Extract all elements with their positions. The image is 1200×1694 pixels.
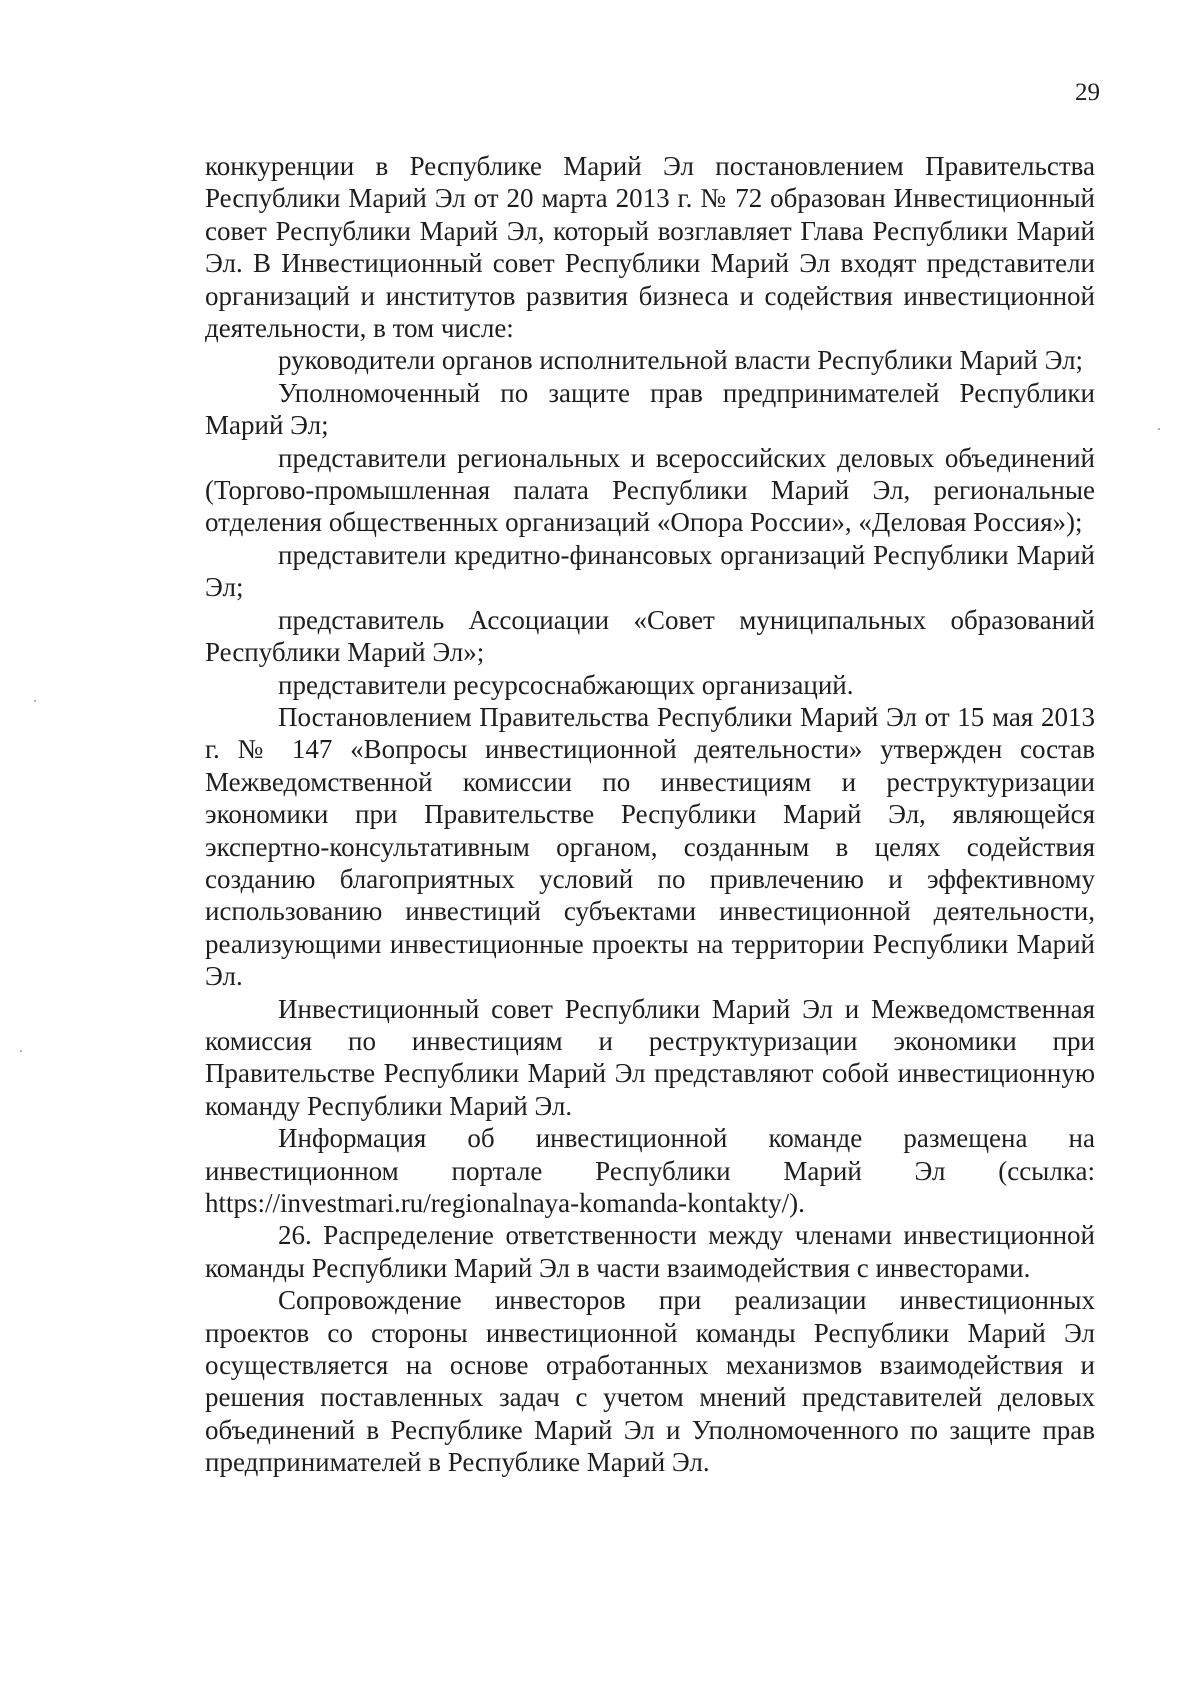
page-number: 29: [1075, 79, 1100, 106]
paragraph-5: представители кредитно-финансовых организаций Республики Марий Эл;: [205, 539, 1095, 603]
scan-speck: [20, 1050, 22, 1052]
paragraph-12: Сопровождение инвесторов при реализации инвестиционных проектов со стороны инвестиционной команды Республики Марий Эл осуществляется на основе отработанных механизмов взаимодействия и решения поставленных задач с учетом мнений представителей деловых объединений в Республике Марий Эл и Уполномоченного по защите прав предпринимателей в Республике Марий Эл.: [205, 1285, 1095, 1478]
paragraph-6: представитель Ассоциации «Совет муниципальных образований Республики Марий Эл»;: [205, 604, 1095, 668]
paragraph-11: 26. Распределение ответственности между членами инвестиционной команды Республики Марий Эл в части взаимодействия с инвесторами.: [205, 1220, 1095, 1283]
paragraph-3: Уполномоченный по защите прав предпринимателей Республики Марий Эл;: [205, 377, 1095, 441]
scan-speck: [34, 700, 36, 702]
paragraph-9: Инвестиционный совет Республики Марий Эл и Межведомственная комиссия по инвестициям и реструктуризации экономики при Правительстве Республики Марий Эл представляют собой инвестиционную команду Республики Марий Эл.: [205, 993, 1095, 1121]
paragraph-1: конкуренции в Республике Марий Эл постановлением Правительства Республики Марий Эл от 20 марта 2013 г. № 72 образован Инвестиционный совет Республики Марий Эл, который возглавляет Глава Республики Марий Эл. В Инвестиционный совет Республики Марий Эл входят представители организаций и институтов развития бизнеса и содействия инвестиционной деятельности, в том числе:: [205, 151, 1095, 344]
paragraph-10: Информация об инвестиционной команде размещена на инвестиционном портале Республики Марий Эл (ссылка: https://investmari.ru/regionalnaya-komanda-kontakty/).: [205, 1123, 1095, 1218]
paragraph-7: представители ресурсоснабжающих организаций.: [278, 669, 854, 700]
document-body: [205, 150, 1095, 1479]
paragraph-2: руководители органов исполнительной власти Республики Марий Эл;: [278, 345, 1084, 376]
paragraph-8: Постановлением Правительства Республики Марий Эл от 15 мая 2013 г. № 147 «Вопросы инвестиционной деятельности» утвержден состав Межведомственной комиссии по инвестициям и реструктуризации экономики при Правительстве Республики Марий Эл, являющейся экспертно-консультативным органом, созданным в целях содействия созданию благоприятных условий по привлечению и эффективному использованию инвестиций субъектами инвестиционной деятельности, реализующими инвестиционные проекты на территории Республики Марий Эл.: [205, 701, 1095, 992]
scan-speck: [1158, 428, 1160, 430]
paragraph-4: представители региональных и всероссийских деловых объединений (Торгово-промышленная палата Республики Марий Эл, региональные отделения общественных организаций «Опора России», «Деловая Россия»);: [205, 442, 1095, 538]
